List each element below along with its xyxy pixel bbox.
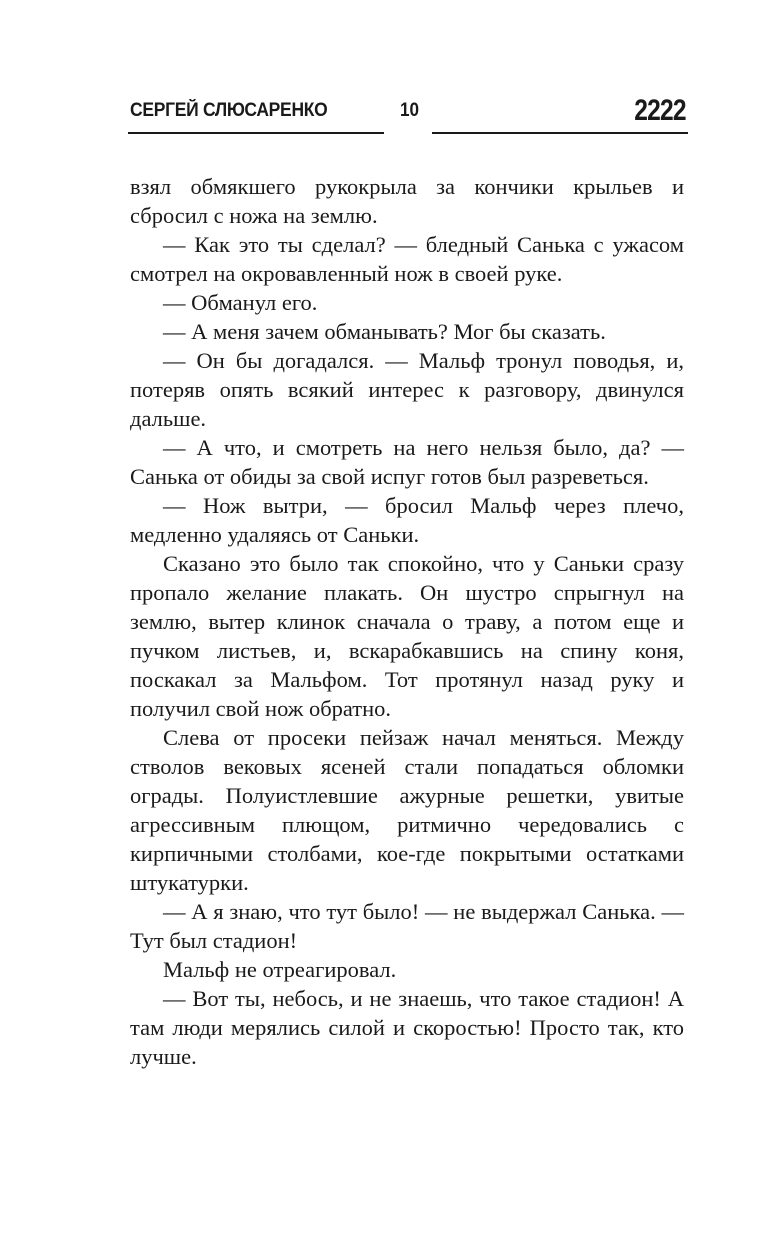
page-body-text: [130, 172, 684, 1071]
paragraph: — А я знаю, что тут было! — не выдержал Санька. — Тут был стадион!: [130, 899, 684, 953]
running-header: [128, 96, 688, 136]
paragraph: — Нож вытри, — бросил Мальф через плечо, медленно удаляясь от Саньки.: [130, 493, 684, 547]
paragraph: — Обманул его.: [163, 290, 318, 315]
paragraph: — А меня зачем обманывать? Мог бы сказать.: [163, 319, 606, 344]
paragraph: — Он бы догадался. — Мальф тронул поводья, и, потеряв опять всякий интерес к разговору, двинулся дальше.: [130, 348, 684, 431]
header-rule-right: [432, 132, 688, 134]
paragraph: взял обмякшего рукокрыла за кончики крыльев и сбросил с ножа на землю.: [130, 174, 684, 228]
header-author: СЕРГЕЙ СЛЮСАРЕНКО: [130, 100, 328, 121]
header-rule-left: [128, 132, 384, 134]
paragraph: — Вот ты, небось, и не знаешь, что такое стадион! А там люди мерялись силой и скоростью! Просто так, кто лучше.: [130, 986, 684, 1069]
paragraph: Сказано это было так спокойно, что у Саньки сразу пропало желание плакать. Он шустро спрыгнул на землю, вытер клинок сначала о траву, а потом еще и пучком листьев, и, вскарабкавшись на спину коня, поскакал за Мальфом. Тот протянул назад руку и получил свой нож обратно.: [130, 551, 684, 721]
page-number: 10: [400, 100, 420, 121]
paragraph: — А что, и смотреть на него нельзя было, да? — Санька от обиды за свой испуг готов был разреветься.: [130, 435, 684, 489]
header-book-title: 2222: [634, 94, 686, 127]
paragraph: Слева от просеки пейзаж начал меняться. Между стволов вековых ясеней стали попадаться обломки ограды. Полуистлевшие ажурные решетки, увитые агрессивным плющом, ритмично чередовались с кирпичными столбами, кое-где покрытыми остатками штукатурки.: [130, 725, 684, 895]
paragraph: — Как это ты сделал? — бледный Санька с ужасом смотрел на окровавленный нож в своей руке.: [130, 232, 684, 286]
paragraph: Мальф не отреагировал.: [163, 957, 397, 982]
